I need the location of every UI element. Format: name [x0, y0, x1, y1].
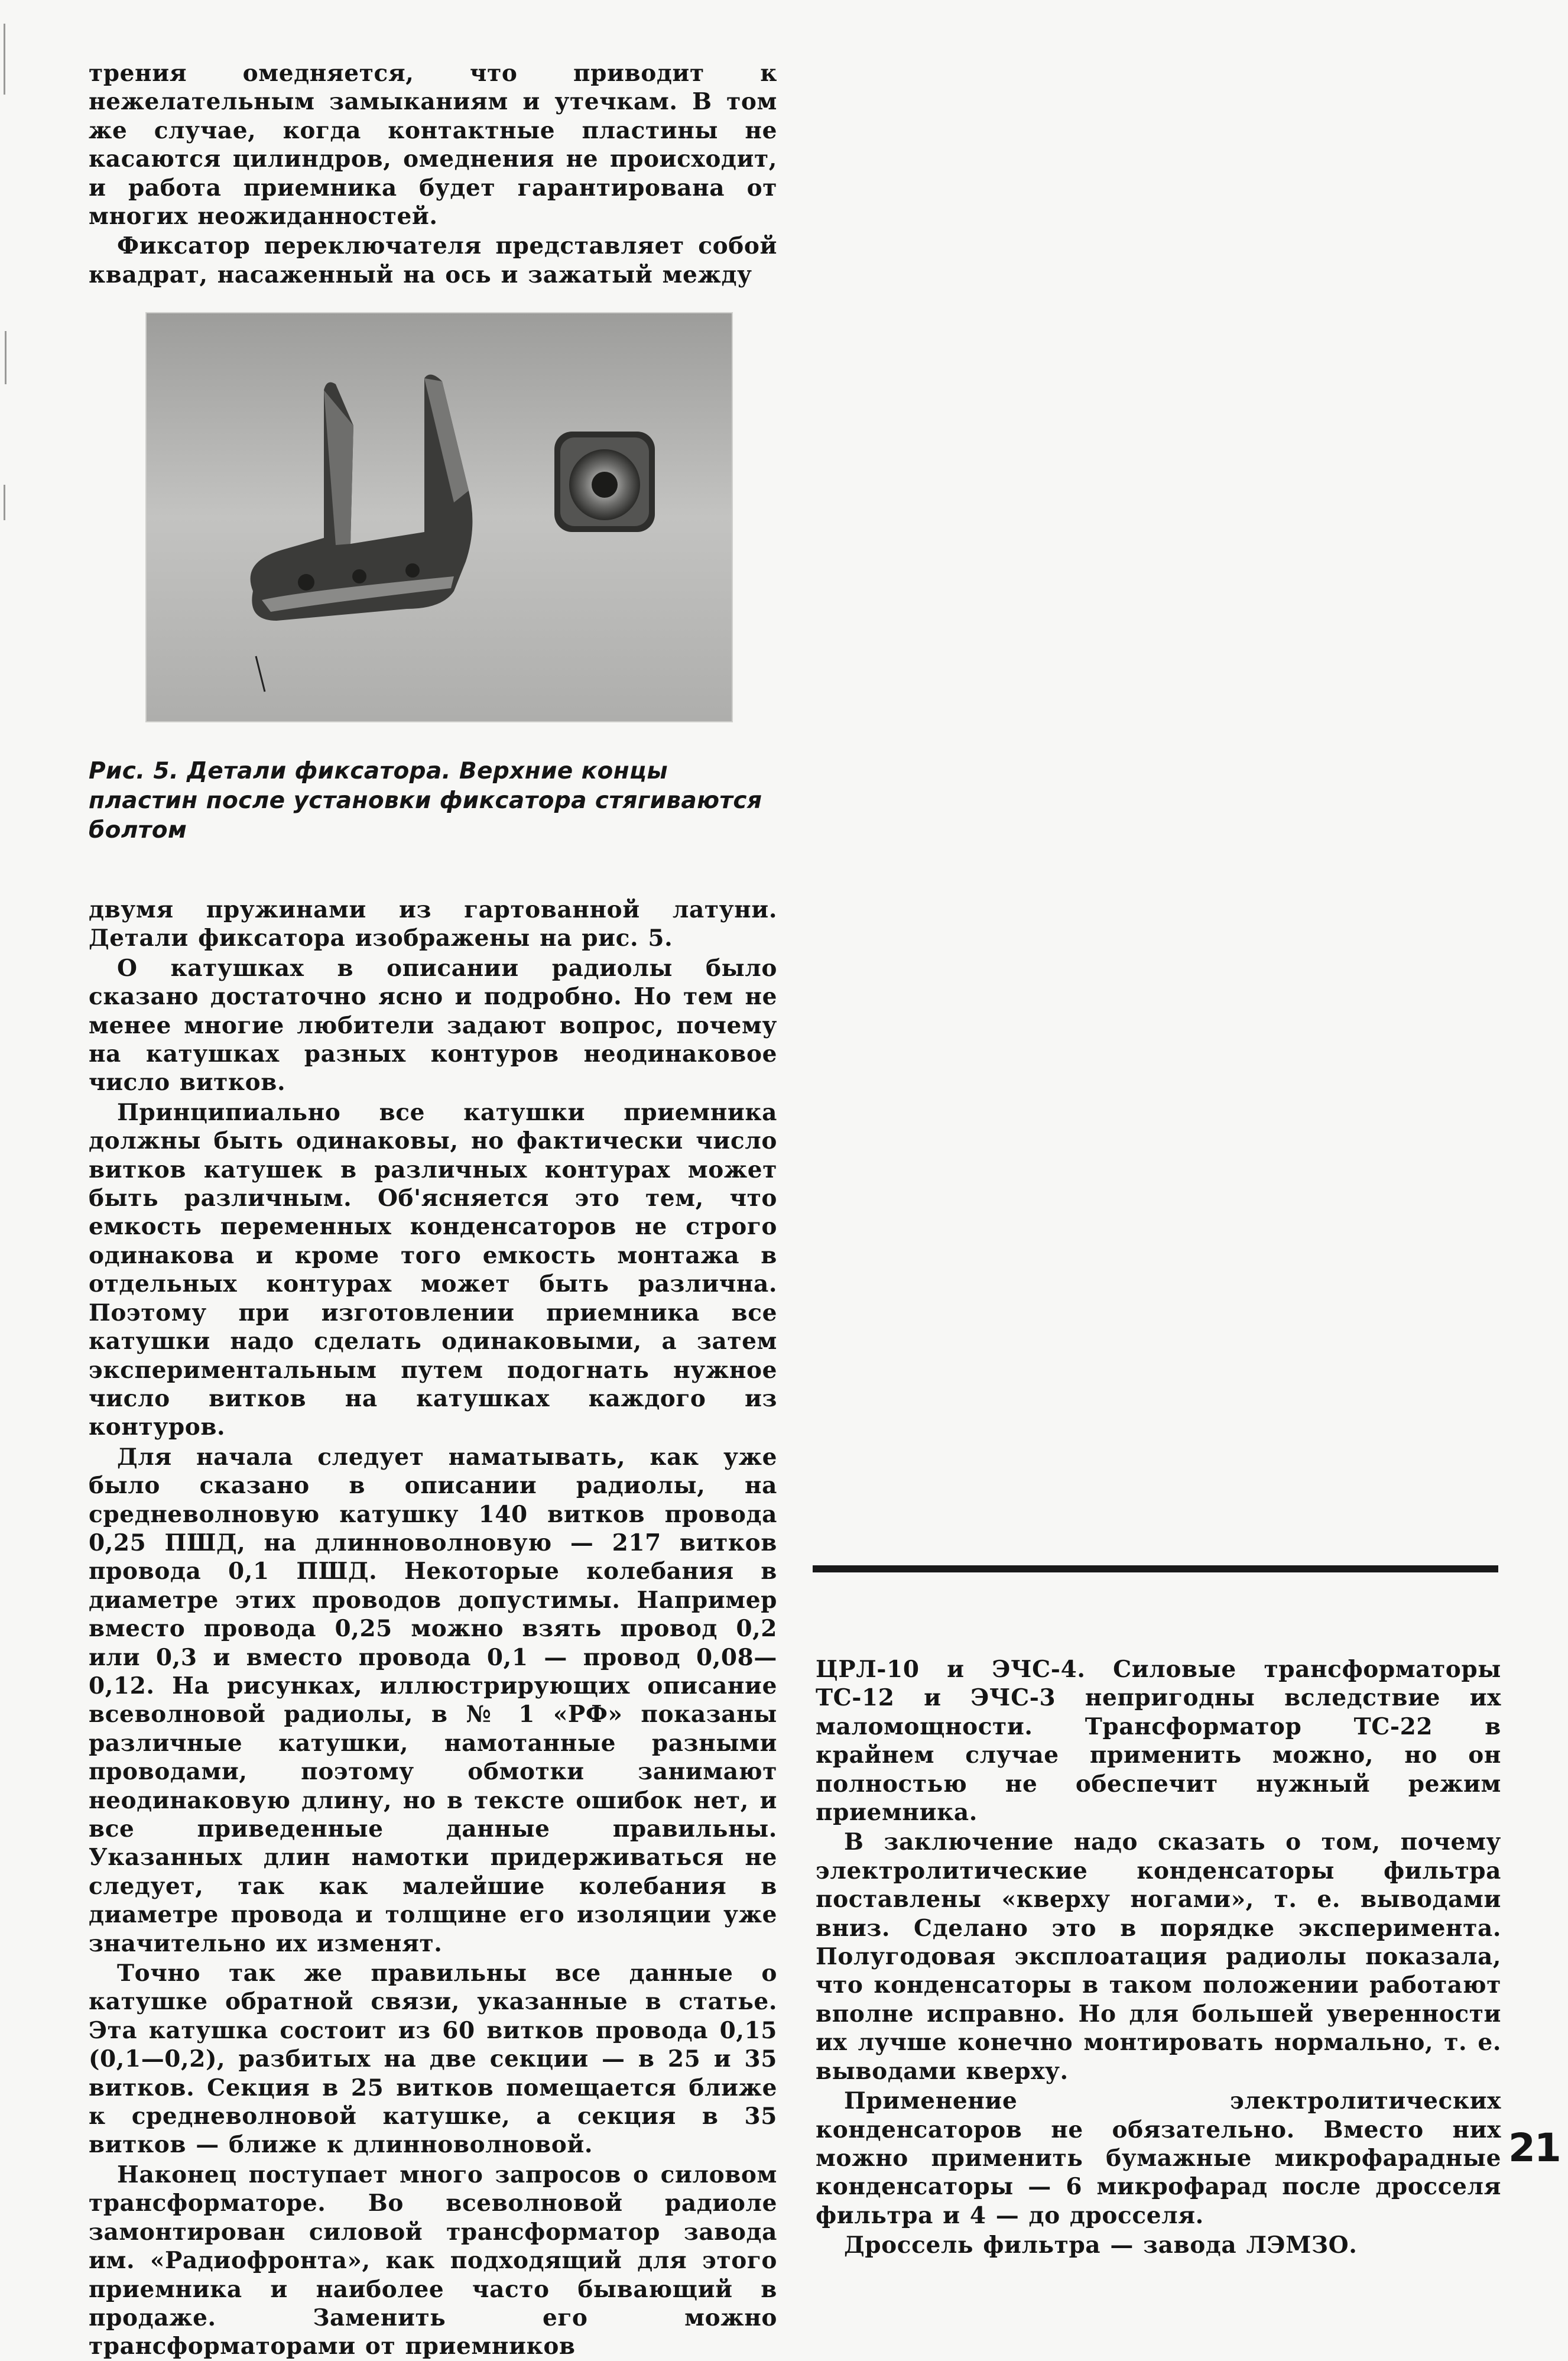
- right-column: [816, 1655, 1501, 2260]
- paragraph: О катушках в описании радиолы было сказано достаточно ясно и подробно. Но тем не менее многие любители задают вопрос, почему на катушках разных контуров неодинаковое число витков.: [89, 954, 777, 1097]
- scan-edge-mark: [4, 485, 5, 520]
- section-divider: [813, 1565, 1498, 1572]
- scan-edge-mark: [4, 24, 5, 95]
- page-number: 21: [1508, 2125, 1560, 2171]
- scan-edge-mark: [5, 331, 7, 384]
- paragraph: ЦРЛ-10 и ЭЧС-4. Силовые трансформаторы ТС-12 и ЭЧС-3 непригодны вследствие их маломощности. Трансформатор ТС-22 в крайнем случае применить можно, но он полностью не обеспечит нужный режим приемника.: [816, 1656, 1501, 1827]
- paragraph: Дроссель фильтра — завода ЛЭМЗО.: [844, 2232, 1358, 2259]
- figure-photo: [147, 313, 732, 721]
- figure-caption: Рис. 5. Детали фиксатора. Верхние концы пластин после установки фиксатора стягиваются болтом: [89, 758, 762, 844]
- paragraph: трения омедняется, что приводит к нежелательным замыканиям и утечкам. В том же случае, когда контактные пластины не касаются цилиндров, омеднения не происходит, и работа приемника будет гарантирована от многих неожиданностей.: [89, 60, 777, 231]
- paragraph: Наконец поступает много запросов о силовом трансформаторе. Во всеволновой радиоле замонтирован силовой трансформатор завода им. «Радиофронта», как подходящий для этого приемника и наиболее часто бывающий в продаже. Заменить его можно трансформаторами от приемников: [89, 2161, 777, 2360]
- paragraph: Точно так же правильны все данные о катушке обратной связи, указанные в статье. Эта катушка состоит из 60 витков провода 0,15 (0,1—0,2), разбитых на две секции — в 25 и 35 витков. Секция в 25 витков помещается ближе к средневолновой катушке, а секция в 35 витков — ближе к длинноволновой.: [89, 1960, 777, 2159]
- square-fixator: [554, 432, 655, 532]
- paragraph: Принципиально все катушки приемника должны быть одинаковы, но фактически число витков катушек в различных контурах может быть различным. Об'ясняется это тем, что емкость переменных конденсаторов не строго одинакова и кроме того емкость монтажа в отдельных контурах может быть различна. Поэтому при изготовлении приемника все катушки надо сделать одинаковыми, а затем экспериментальным путем подогнать нужное число витков на катушках каждого из контуров.: [89, 1098, 777, 1441]
- paragraph: В заключение надо сказать о том, почему электролитические конденсаторы фильтра поставлены «кверху ногами», т. е. выводами вниз. Сделано это в порядке эксперимента. Полугодовая эксплоатация радиолы показала, что конденсаторы в таком положении работают вполне исправно. Но для большей уверенности их лучше конечно монтировать нормально, т. е. выводами кверху.: [816, 1828, 1501, 2085]
- left-column-bottom: [89, 896, 777, 2361]
- paragraph: Для начала следует наматывать, как уже было сказано в описании радиолы, на средневолновую катушку 140 витков провода 0,25 ПШД, на длинноволновую — 217 витков провода 0,1 ПШД. Некоторые колебания в диаметре этих проводов допустимы. Например вместо провода 0,25 можно взять провод 0,2 или 0,3 и вместо провода 0,1 — провод 0,08—0,12. На рисунках, иллюстрирующих описание всеволновой радиолы, в № 1 «РФ» показаны различные катушки, намотанные разными проводами, поэтому обмотки занимают неодинаковую длину, но в тексте ошибок нет, и все приведенные данные правильны. Указанных длин намотки придерживаться не следует, так как малейшие колебания в диаметре провода и толщине его изоляции уже значительно их изменят.: [89, 1443, 777, 1957]
- paragraph: Фиксатор переключателя представляет собой квадрат, насаженный на ось и зажатый между: [89, 232, 777, 288]
- paragraph: Применение электролитических конденсаторов не обязательно. Вместо них можно применить бумажные микрофарадные конденсаторы — 6 микрофарад после дросселя фильтра и 4 — до дросселя.: [816, 2087, 1501, 2229]
- left-column-top: [89, 59, 777, 289]
- fixator-parts-illustration: [147, 313, 732, 721]
- paragraph: двумя пружинами из гартованной латуни. Детали фиксатора изображены на рис. 5.: [89, 896, 777, 952]
